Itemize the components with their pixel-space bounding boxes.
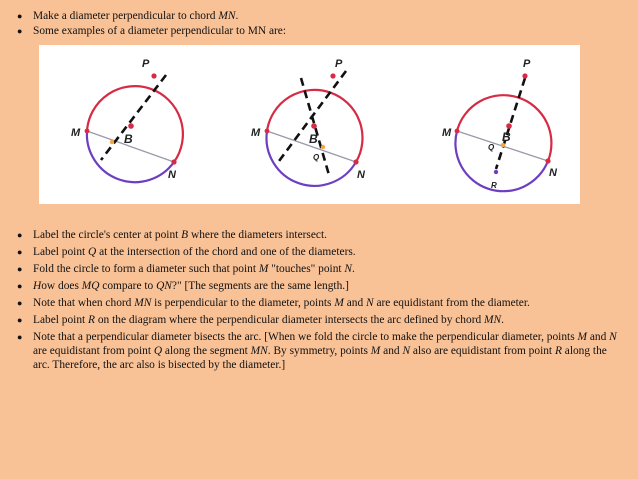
point-m xyxy=(85,129,90,134)
bullet-text: . xyxy=(501,314,504,326)
bullet-text: and xyxy=(343,297,366,309)
bullet-text-italic: Q xyxy=(88,246,97,258)
bullet-text: along the segment xyxy=(162,345,251,357)
label-q: Q xyxy=(313,153,320,162)
bullet-text-italic: MQ xyxy=(81,280,100,292)
label-m: M xyxy=(251,127,261,139)
bullet-text-italic: MN xyxy=(250,345,268,357)
point-p xyxy=(151,73,156,78)
bullet-text: Label point xyxy=(33,246,89,258)
bullet-text-italic: MN xyxy=(218,10,236,22)
bullet-text: . By symmetry, points xyxy=(267,345,371,357)
bullet-text-italic: M xyxy=(577,331,587,343)
bullet-item-examples xyxy=(0,24,620,38)
bullet-icon: ● xyxy=(17,230,23,240)
bullet-text: at the intersection of the chord and one of the diameters. xyxy=(96,246,356,258)
label-m: M xyxy=(442,127,452,139)
diameter xyxy=(496,78,525,169)
bullet-text: are equidistant from point xyxy=(33,345,154,357)
bullet-text: compare to xyxy=(99,280,157,292)
label-p: P xyxy=(335,58,343,70)
point-b xyxy=(311,123,317,129)
point-n xyxy=(545,158,550,163)
bullet-text: ?" [The segments are the same length.] xyxy=(171,280,349,292)
label-b: B xyxy=(309,132,318,146)
point-n xyxy=(171,159,176,164)
point-p xyxy=(522,73,527,78)
point-n xyxy=(353,159,358,164)
point-m xyxy=(265,129,270,134)
diagram-1 xyxy=(71,58,183,182)
bullet-text-italic: R xyxy=(554,345,562,357)
bullet-text: along the arc. Therefore, the arc also is bisected by the diameter.] xyxy=(33,345,607,371)
bullet-text-italic: H xyxy=(33,280,42,292)
bullet-icon: ● xyxy=(17,298,23,308)
bullet-text-italic: MN xyxy=(484,314,502,326)
point-b xyxy=(506,123,512,129)
bullet-text: Fold the circle to form a diameter such that point xyxy=(33,263,259,275)
bullet-icon: ● xyxy=(17,315,23,325)
bullet-text: is perpendicular to the diameter, points xyxy=(151,297,335,309)
bullet-text-italic: N xyxy=(609,331,617,343)
bullet-text-italic: N xyxy=(344,263,353,275)
bullet-text: also are equidistant from point xyxy=(410,345,555,357)
bullet-text-italic: B xyxy=(181,229,189,241)
circle-diagrams-figure xyxy=(39,45,580,204)
label-m: M xyxy=(71,127,81,139)
label-n: N xyxy=(168,169,176,181)
diagram-3 xyxy=(442,58,558,191)
bullet-icon: ● xyxy=(17,247,23,257)
circle-diagrams-svg xyxy=(39,45,580,204)
bullet-icon: ● xyxy=(17,332,23,342)
upper-arc xyxy=(87,86,183,162)
point-b xyxy=(128,123,134,129)
diagram-2 xyxy=(251,58,366,186)
label-b: B xyxy=(124,132,133,146)
bullet-text: "touches" point xyxy=(268,263,345,275)
bullet-item-make-diameter xyxy=(0,9,620,23)
bullet-item xyxy=(0,228,620,242)
bullet-text: Label the circle's center at point xyxy=(33,229,182,241)
bullet-text: Make a diameter perpendicular to chord xyxy=(33,10,219,22)
label-r: R xyxy=(491,181,497,190)
bullet-text: where the diameters intersect. xyxy=(188,229,327,241)
bullet-item xyxy=(0,279,620,293)
bullet-text: Note that a perpendicular diameter bisects the arc. [When we fold the circle to make the perpendicular diameter, points xyxy=(33,331,578,343)
label-b: B xyxy=(502,130,511,144)
bullet-text: and xyxy=(380,345,403,357)
bullet-text-italic: QN xyxy=(156,280,172,292)
bullet-text-italic: M xyxy=(370,345,381,357)
bullet-text: . xyxy=(235,10,239,22)
bullet-item xyxy=(0,330,620,372)
label-q: Q xyxy=(488,143,495,152)
upper-arc xyxy=(457,95,551,161)
intro-bullet-list xyxy=(0,9,620,39)
bullet-item xyxy=(0,296,620,310)
bullet-text: are equidistant from the diameter. xyxy=(373,297,530,309)
point-p xyxy=(330,73,335,78)
bullet-text-italic: R xyxy=(88,314,96,326)
bullet-item xyxy=(0,245,620,259)
label-n: N xyxy=(357,169,365,181)
bullet-text: . xyxy=(352,263,355,275)
bullet-item xyxy=(0,262,620,276)
bullet-text: on the diagram where the perpendicular diameter intersects the arc defined by chord xyxy=(95,314,485,326)
point-m xyxy=(455,129,460,134)
bullet-text: Label point xyxy=(33,314,89,326)
bullet-text-italic: N xyxy=(402,345,411,357)
bullet-text: Note that when chord xyxy=(33,297,135,309)
bullet-icon: ● xyxy=(17,11,23,21)
bullet-icon: ● xyxy=(17,26,23,36)
bullet-icon: ● xyxy=(17,264,23,274)
point-r xyxy=(494,170,498,174)
bullet-text-italic: M xyxy=(334,297,344,309)
bullet-text: Some examples of a diameter perpendicular to MN are: xyxy=(33,25,287,37)
bullet-text-italic: MN xyxy=(134,297,152,309)
label-p: P xyxy=(142,58,150,70)
bullet-text: and xyxy=(586,331,610,343)
instructions-bullet-list xyxy=(0,228,620,375)
label-p: P xyxy=(523,58,531,70)
bullet-icon: ● xyxy=(17,281,23,291)
bullet-text-italic: Q xyxy=(153,345,163,357)
bullet-text: ow does xyxy=(41,280,82,292)
bullet-text-italic: N xyxy=(366,297,374,309)
bullet-item xyxy=(0,313,620,327)
point-q xyxy=(110,140,114,144)
point-q xyxy=(321,145,325,149)
label-n: N xyxy=(549,167,557,179)
bullet-text-italic: M xyxy=(258,263,269,275)
